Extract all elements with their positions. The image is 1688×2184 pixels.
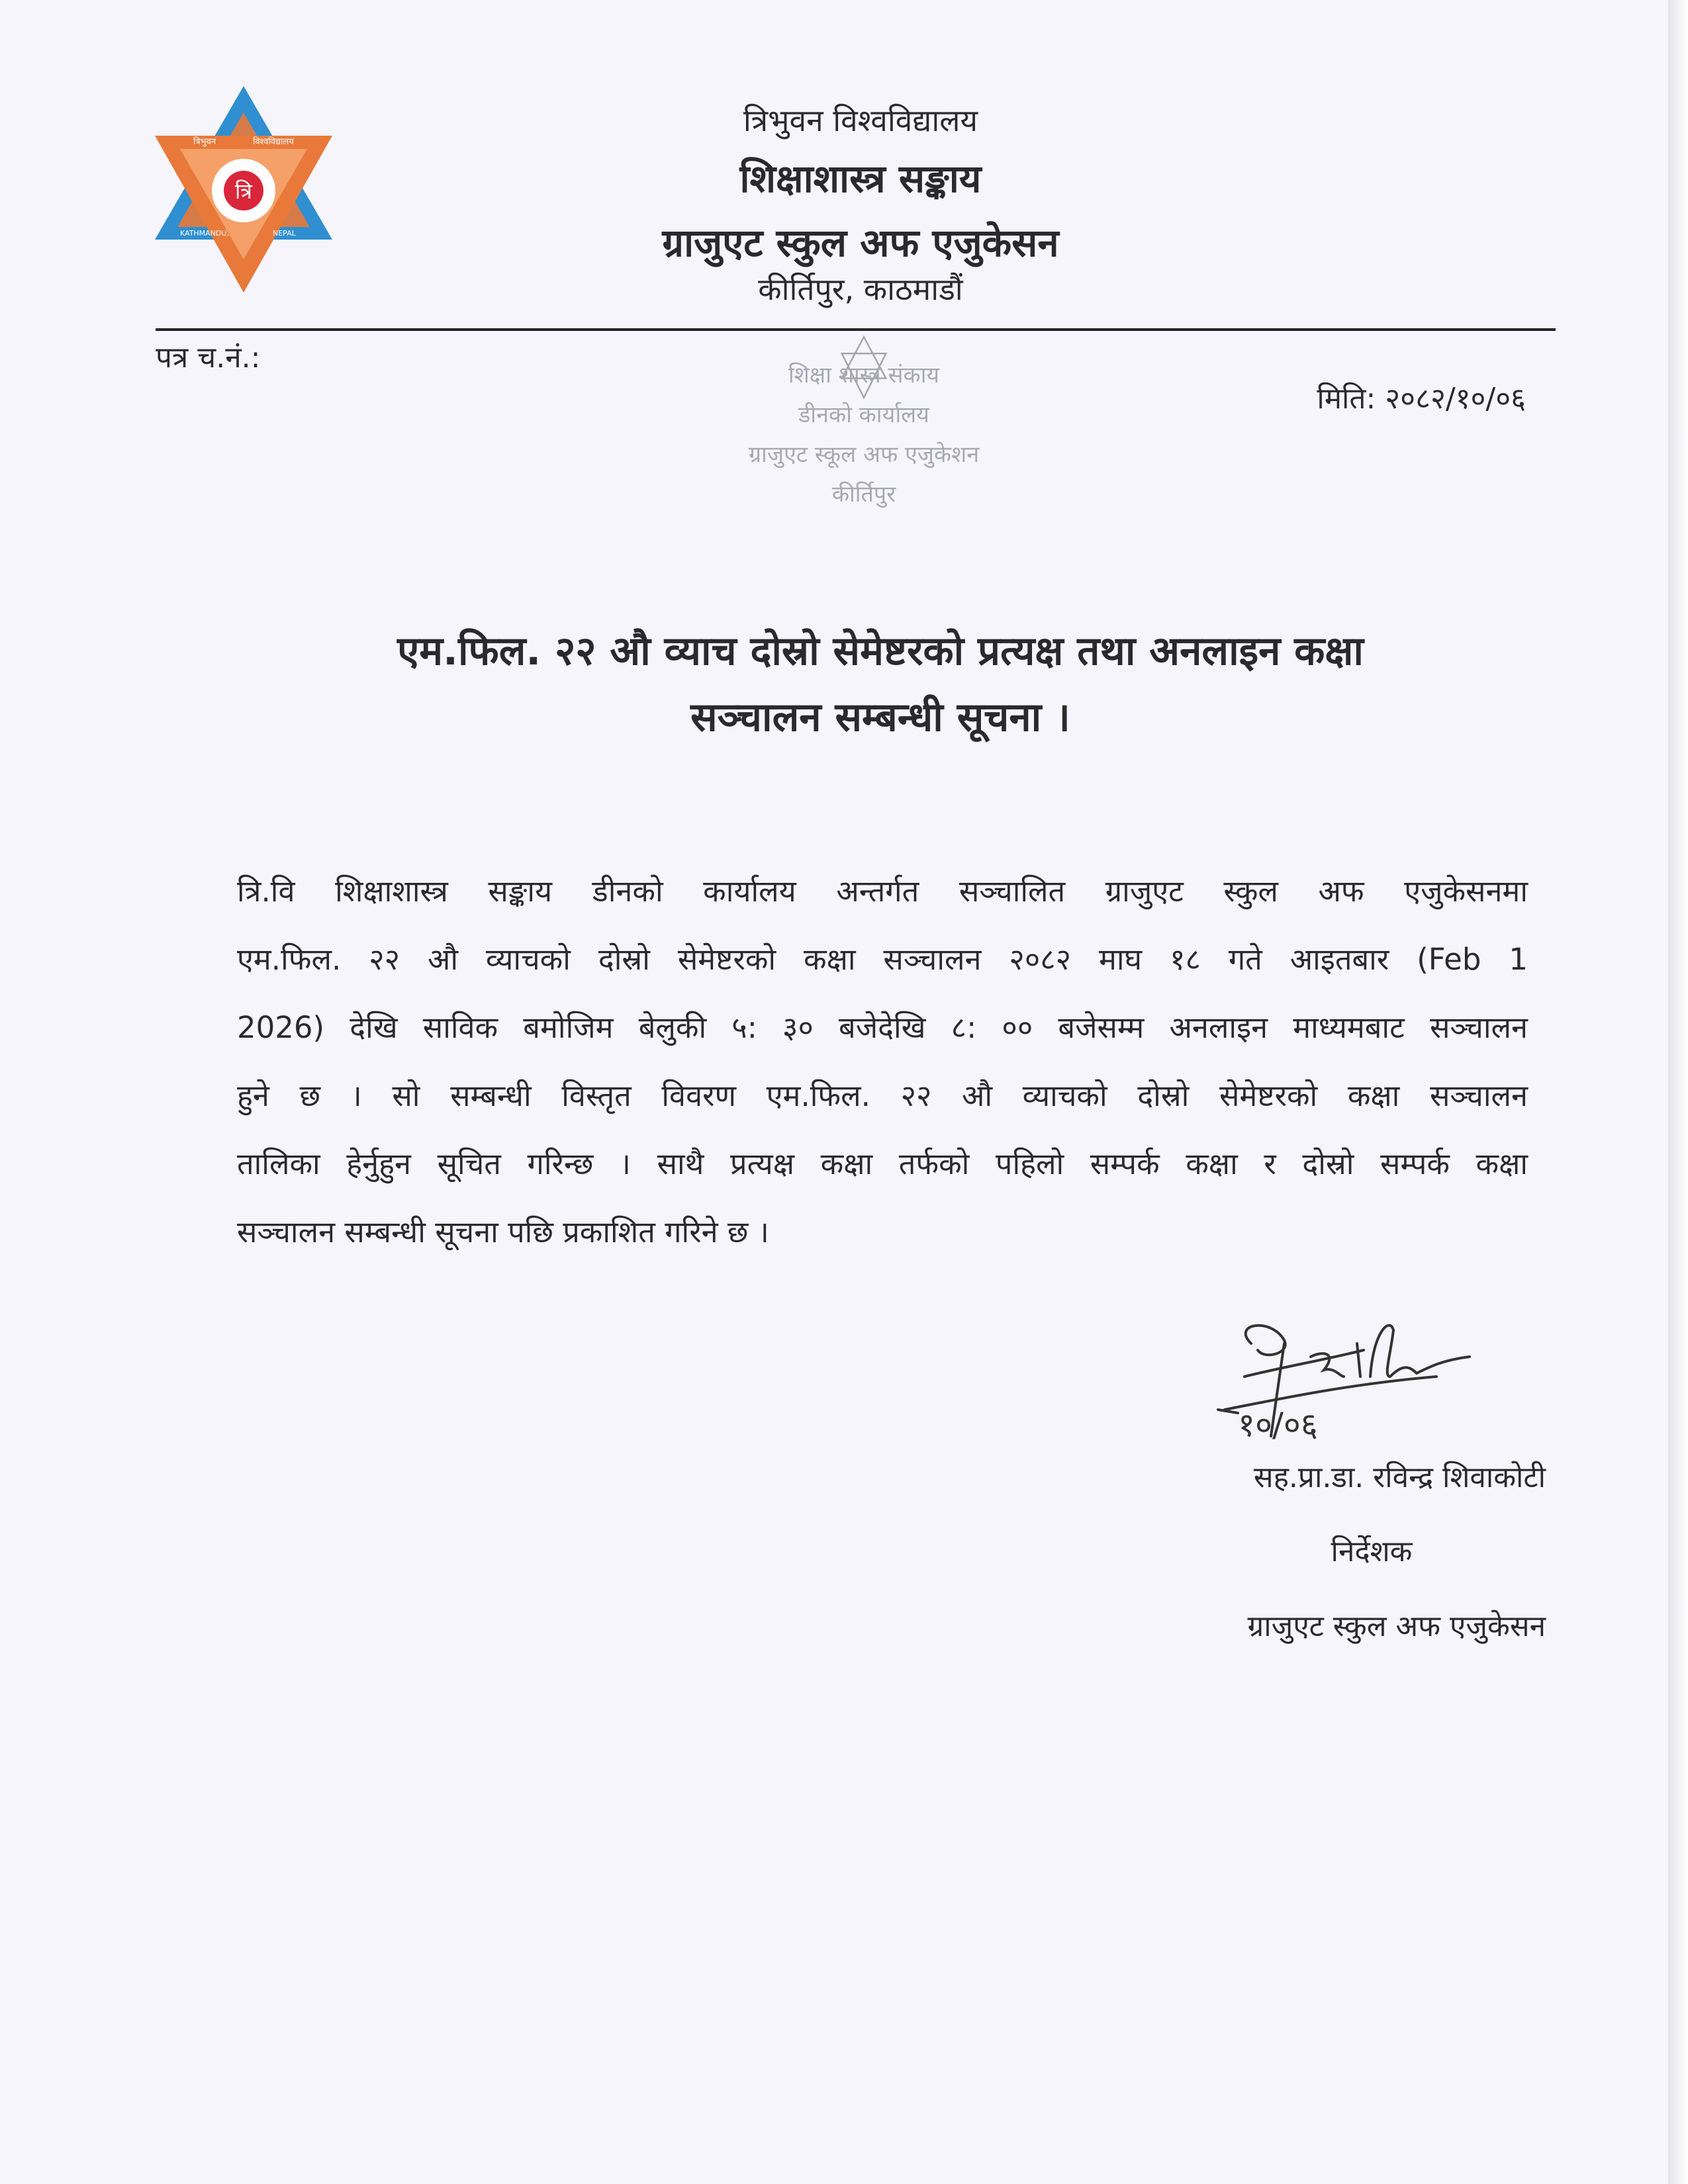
notice-title-line: एम.फिल. २२ औ व्याच दोस्रो सेमेष्टरको प्रत्यक्ष तथा अनलाइन कक्षा — [397, 628, 1364, 674]
header-divider — [156, 328, 1556, 331]
notice-title-line: सञ्चालन सम्बन्धी सूचना । — [690, 694, 1070, 741]
signatory-role: निर्देशक — [1331, 1535, 1413, 1569]
notice-body — [237, 868, 1528, 1277]
svg-text:KATHMANDU,: KATHMANDU, — [180, 229, 229, 238]
letter-date: मिति: २०८२/१०/०६ — [1317, 382, 1526, 416]
office-stamp — [718, 334, 1009, 533]
svg-text:त्रि: त्रि — [235, 179, 252, 204]
scan-edge — [1668, 0, 1688, 2184]
stamp-line: कीर्तिपुर — [831, 481, 896, 508]
svg-text:त्रिभुवन: त्रिभुवन — [193, 137, 216, 147]
svg-text:विश्वविद्यालय: विश्वविद्यालय — [253, 137, 294, 147]
location: कीर्तिपुर, काठमाडौं — [758, 271, 963, 307]
signatory-organization: ग्राजुएट स्कुल अफ एजुकेसन — [1247, 1610, 1546, 1643]
body-line: त्रि.वि शिक्षाशास्त्र सङ्काय डीनको कार्यालय अन्तर्गत सञ्चालित ग्राजुएट स्कुल अफ एजुकेसनमा — [237, 874, 1528, 909]
body-line: 2026) देखि साविक बमोजिम बेलुकी ५: ३० बजेदेखि ८: ०० बजेसम्म अनलाइन माध्यमबाट सञ्चालन — [237, 1010, 1528, 1045]
handwritten-signature — [1192, 1304, 1483, 1453]
stamp-line: ग्राजुएट स्कूल अफ एजुकेशन — [748, 441, 980, 468]
body-line: सञ्चालन सम्बन्धी सूचना पछि प्रकाशित गरिने छ । — [237, 1214, 769, 1250]
reference-number-label: पत्र च.नं.: — [156, 341, 261, 375]
stamp-line: शिक्षा शास्त्र संकाय — [788, 362, 940, 388]
body-line: एम.फिल. २२ औ व्याचको दोस्रो सेमेष्टरको कक्षा सञ्चालन २०८२ माघ १८ गते आइतबार (Feb 1 — [237, 942, 1528, 977]
body-line: तालिका हेर्नुहुन सूचित गरिन्छ । साथै प्रत्यक्ष कक्षा तर्फको पहिलो सम्पर्क कक्षा र दोस्रो सम्पर्क कक्षा — [237, 1146, 1528, 1181]
signature-date: १०/०६ — [1238, 1406, 1318, 1444]
stamp-line: डीनको कार्यालय — [798, 402, 929, 428]
faculty-name: शिक्षाशास्त्र सङ्काय — [739, 156, 982, 201]
signatory-name: सह.प्रा.डा. रविन्द्र शिवाकोटी — [1253, 1461, 1546, 1494]
body-line: हुने छ । सो सम्बन्धी विस्तृत विवरण एम.फिल. २२ औ व्याचको दोस्रो सेमेष्टरको कक्षा सञ्चालन — [237, 1078, 1528, 1113]
university-name: त्रिभुवन विश्वविद्यालय — [743, 103, 978, 138]
tribhuvan-university-logo — [154, 86, 334, 295]
svg-text:NEPAL: NEPAL — [273, 229, 296, 238]
school-name: ग्राजुएट स्कुल अफ एजुकेसन — [662, 220, 1059, 265]
